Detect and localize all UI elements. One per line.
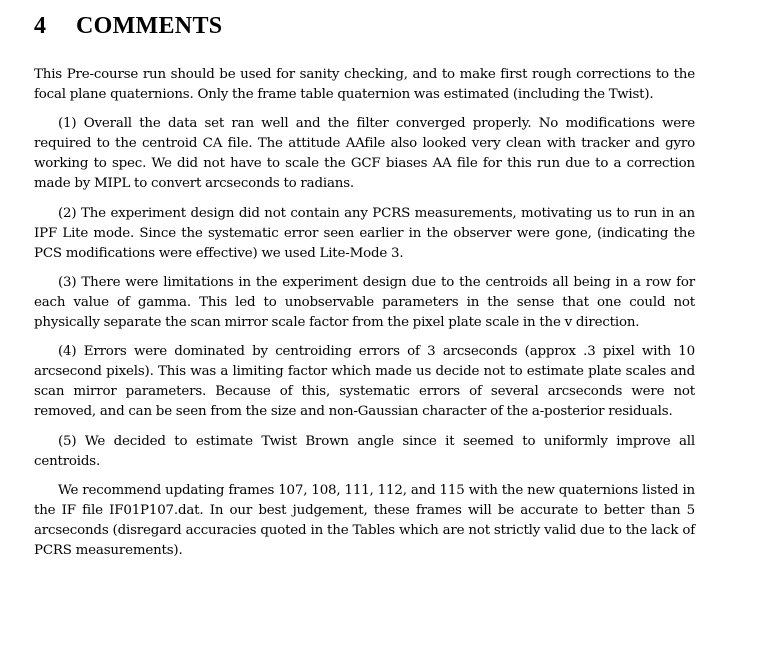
recommendation-paragraph: We recommend updating frames 107, 108, 111, 112, and 115 with the new quaternions listed in the IF file IF01P107.dat. In our best judgement, these frames will be accurate to better than 5 arcseconds (disregard accuracies quoted in the Tables which are not strictly valid due to the lack of PCRS measurements). [34,482,695,558]
comment-paragraph-3: (3) There were limitations in the experiment design due to the centroids all being in a row for each value of gamma. This led to unobservable parameters in the sense that one could not physically separate the scan mirror scale factor from the pixel plate scale in the v direction. [34,274,695,331]
intro-paragraph: This Pre-course run should be used for sanity checking, and to make first rough corrections to the focal plane quaternions. Only the frame table quaternion was estimated (including the Twist). [34,67,695,103]
section-title: COMMENTS [76,13,223,39]
comment-paragraph-2: (2) The experiment design did not contain any PCRS measurements, motivating us to run in an IPF Lite mode. Since the systematic error seen earlier in the observer were gone, (indicating the PCS modifications were effective) we used Lite-Mode 3. [34,205,695,261]
comment-paragraph-4: (4) Errors were dominated by centroiding errors of 3 arcseconds (approx .3 pixel with 10 arcsecond pixels). This was a limiting factor which made us decide not to estimate plate scales and scan mirror parameters. Because of this, systematic errors of several arcseconds were not removed, and can be seen from the size and non-Gaussian character of the a-posterior residuals. [34,344,695,420]
section-number: 4 [34,13,47,39]
section-body [34,65,695,570]
comment-paragraph-5: (5) We decided to estimate Twist Brown angle since it seemed to uniformly improve all centroids. [34,433,695,469]
section-heading [34,10,222,42]
comment-paragraph-1: (1) Overall the data set ran well and the filter converged properly. No modifications were required to the centroid CA file. The attitude AAfile also looked very clean with tracker and gyro working to spec. We did not have to scale the GCF biases AA file for this run due to a correction made by MIPL to convert arcseconds to radians. [34,116,695,192]
